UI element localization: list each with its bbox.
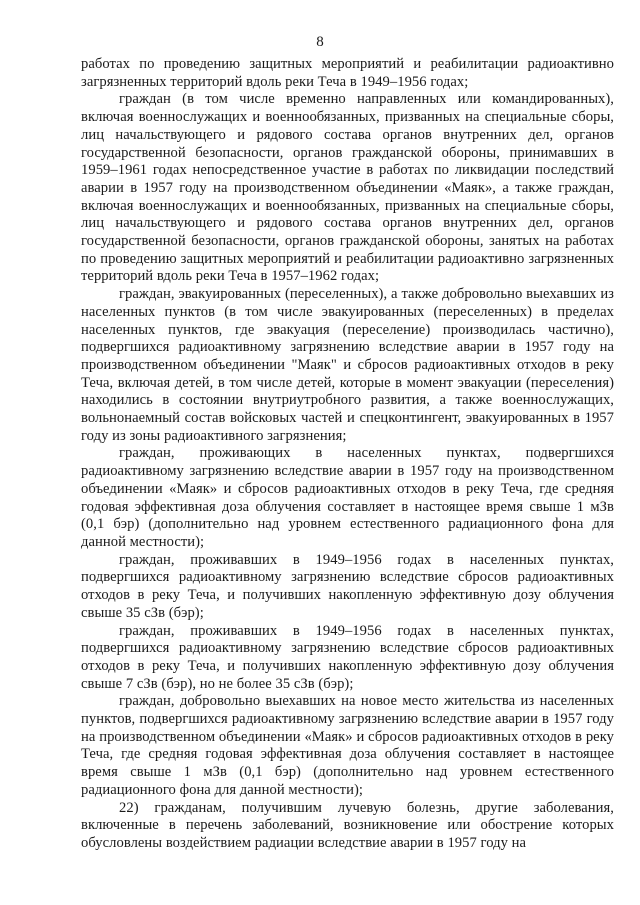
paragraph-3: граждан, эвакуированных (переселенных), а также добровольно выехавших из населенных пунктов (в том числе эвакуированных (переселенных) в пределах населенных пунктов, где эвакуация (переселение) производилась частично), подвергшихся радиоактивному загрязнению вследствие аварии в 1957 году на производственном объединении "Маяк" и сбросов радиоактивных отходов в реку Теча, включая детей, в том числе детей, которые в момент эвакуации (переселения) находились в состоянии внутриутробного развития, а также военнослужащих, вольнонаемный состав войсковых частей и спецконтингент, эвакуированных в 1957 году из зоны радиоактивного загрязнения; <box>81 286 614 444</box>
paragraph-6: граждан, проживавших в 1949–1956 годах в населенных пунктах, подвергшихся радиоактивному загрязнению вследствие сбросов радиоактивных отходов в реку Теча, и получивших накопленную эффективную дозу облучения свыше 7 сЗв (бэр), но не более 35 сЗв (бэр); <box>81 622 614 692</box>
paragraph-2: граждан (в том числе временно направленных или командированных), включая военнослужащих и военнообязанных, призванных на специальные сборы, лиц начальствующего и рядового состава органов внутренних дел, органов государственной безопасности, органов гражданской обороны, принимавших в 1959–1961 годах непосредственное участие в работах по ликвидации последствий аварии в 1957 году на производственном объединении «Маяк», а также граждан, включая военнослужащих и военнообязанных, призванных на специальные сборы, лиц начальствующего и рядового состава органов внутренних дел, органов государственной безопасности, органов гражданской обороны, занятых на работах по проведению защитных мероприятий и реабилитации радиоактивно загрязненных территорий вдоль реки Теча в 1957–1962 годах; <box>81 91 614 285</box>
paragraph-5: граждан, проживавших в 1949–1956 годах в населенных пунктах, подвергшихся радиоактивному загрязнению вследствие сбросов радиоактивных отходов в реку Теча, и получивших накопленную эффективную дозу облучения свыше 35 сЗв (бэр); <box>81 551 614 621</box>
document-body <box>81 56 614 853</box>
paragraph-1: работах по проведению защитных мероприятий и реабилитации радиоактивно загрязненных территорий вдоль реки Теча в 1949–1956 годах; <box>81 56 614 90</box>
page-number: 8 <box>316 34 324 50</box>
paragraph-7: граждан, добровольно выехавших на новое место жительства из населенных пунктов, подвергшихся радиоактивному загрязнению вследствие аварии в 1957 году на производственном объединении «Маяк» и сбросов радиоактивных отходов в реку Теча, где средняя годовая эффективная доза облучения составляет в настоящее время свыше 1 мЗв (0,1 бэр) (дополнительно над уровнем естественного радиационного фона для данной местности); <box>81 693 614 798</box>
paragraph-4: граждан, проживающих в населенных пунктах, подвергшихся радиоактивному загрязнению вследствие аварии в 1957 году на производственном объединении «Маяк» и сбросов радиоактивных отходов в реку Теча, где средняя годовая эффективная доза облучения составляет в настоящее время свыше 1 мЗв (0,1 бэр) (дополнительно над уровнем естественного радиационного фона для данной местности); <box>81 445 614 550</box>
paragraph-8: 22) гражданам, получившим лучевую болезнь, другие заболевания, включенные в перечень заболеваний, возникновение или обострение которых обусловлены воздействием радиации вследствие аварии в 1957 году на <box>81 799 614 851</box>
